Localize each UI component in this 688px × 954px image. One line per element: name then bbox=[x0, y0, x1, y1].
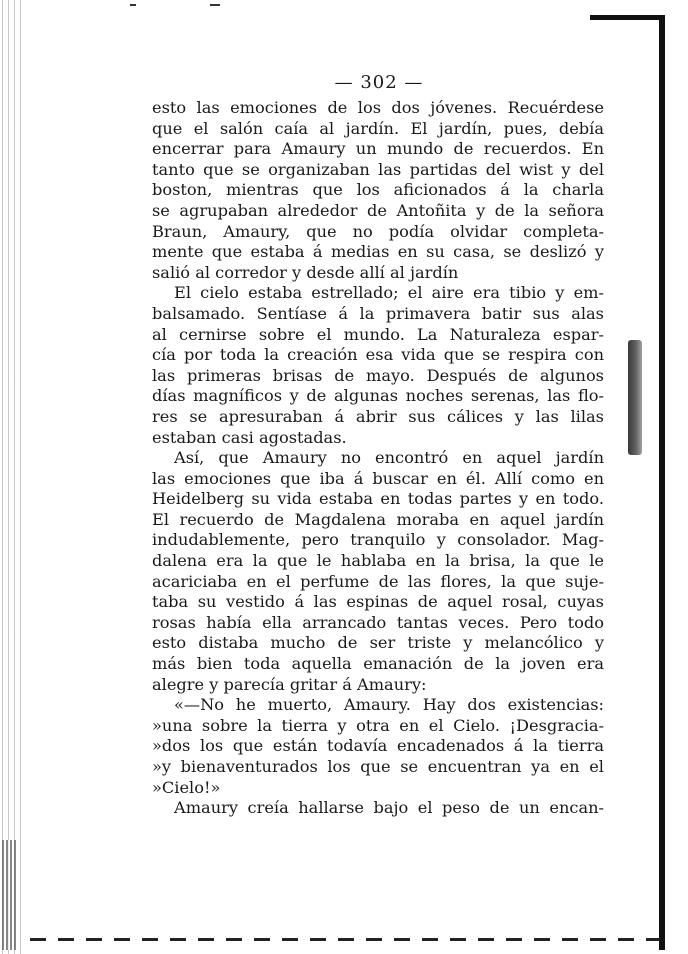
text-line: las primeras brisas de mayo. Después de algunos bbox=[152, 365, 604, 385]
text-line: se agrupaban alrededor de Antoñita y de la señora bbox=[152, 200, 604, 220]
text-line: balsamado. Sentíase á la primavera batir sus alas bbox=[152, 303, 604, 323]
text-line: Heidelberg su vida estaba en todas partes y en todo. bbox=[152, 489, 604, 509]
text-line: mente que estaba á medias en su casa, se deslizó y bbox=[152, 242, 604, 262]
page-border-bottom bbox=[30, 938, 660, 941]
text-line: cía por toda la creación esa vida que se respira con bbox=[152, 345, 604, 365]
text-line: »Cielo!» bbox=[152, 777, 221, 797]
text-line: encerrar para Amaury un mundo de recuerdos. En bbox=[152, 139, 604, 159]
scan-mark bbox=[130, 4, 136, 6]
text-line: días magníficos y de algunas noches serenas, las flo- bbox=[152, 386, 604, 406]
text-line: tanto que se organizaban las partidas del wist y del bbox=[152, 159, 604, 179]
text-line: »dos los que están todavía encadenados á la tierra bbox=[152, 736, 604, 756]
scan-smudge bbox=[628, 340, 642, 455]
scan-edge-binding bbox=[2, 840, 16, 950]
text-line: Amaury creía hallarse bajo el peso de un encan- bbox=[174, 798, 604, 818]
text-line: Así, que Amaury no encontró en aquel jardín bbox=[174, 448, 604, 468]
text-line: boston, mientras que los aficionados á la charla bbox=[152, 180, 604, 200]
text-line: más bien toda aquella emanación de la joven era bbox=[152, 654, 604, 674]
text-line: que el salón caía al jardín. El jardín, pues, debía bbox=[152, 118, 604, 138]
text-line: El cielo estaba estrellado; el aire era tibio y em- bbox=[174, 283, 604, 303]
page-number: — 302 — bbox=[334, 72, 424, 93]
scan-edge-left bbox=[0, 0, 22, 954]
text-line: res se apresuraban á abrir sus cálices y las lilas bbox=[152, 406, 604, 426]
page-border-top bbox=[590, 15, 665, 20]
scan-mark bbox=[210, 4, 220, 6]
text-line: esto distaba mucho de ser triste y melancólico y bbox=[152, 633, 604, 653]
text-line: El recuerdo de Magdalena moraba en aquel jardín bbox=[152, 509, 604, 529]
text-line: Braun, Amaury, que no podía olvidar completa- bbox=[152, 221, 604, 241]
text-line: esto las emociones de los dos jóvenes. Recuérdese bbox=[152, 98, 604, 117]
page-border-right bbox=[659, 15, 665, 950]
text-line: las emociones que iba á buscar en él. Allí como en bbox=[152, 468, 604, 488]
text-line: »y bienaventurados los que se encuentran ya en el bbox=[152, 757, 604, 776]
body-text bbox=[152, 98, 604, 819]
text-line: indudablemente, pero tranquilo y consolador. Mag- bbox=[152, 530, 604, 550]
text-line: rosas había ella arrancado tantas veces. Pero todo bbox=[152, 612, 604, 632]
text-line: taba su vestido á las espinas de aquel rosal, cuyas bbox=[152, 592, 604, 612]
text-line: dalena era la que le hablaba en la brisa, la que le bbox=[152, 551, 604, 571]
text-line: alegre y parecía gritar á Amaury: bbox=[152, 674, 427, 694]
text-line: al cernirse sobre el mundo. La Naturaleza espar- bbox=[152, 324, 604, 344]
text-line: «—No he muerto, Amaury. Hay dos existencias: bbox=[174, 695, 604, 715]
text-line: salió al corredor y desde allí al jardín bbox=[152, 262, 459, 282]
text-line: acariciaba en el perfume de las flores, la que suje- bbox=[152, 571, 604, 591]
text-line: »una sobre la tierra y otra en el Cielo. ¡Desgracia- bbox=[152, 715, 604, 735]
text-line: estaban casi agostadas. bbox=[152, 427, 347, 447]
